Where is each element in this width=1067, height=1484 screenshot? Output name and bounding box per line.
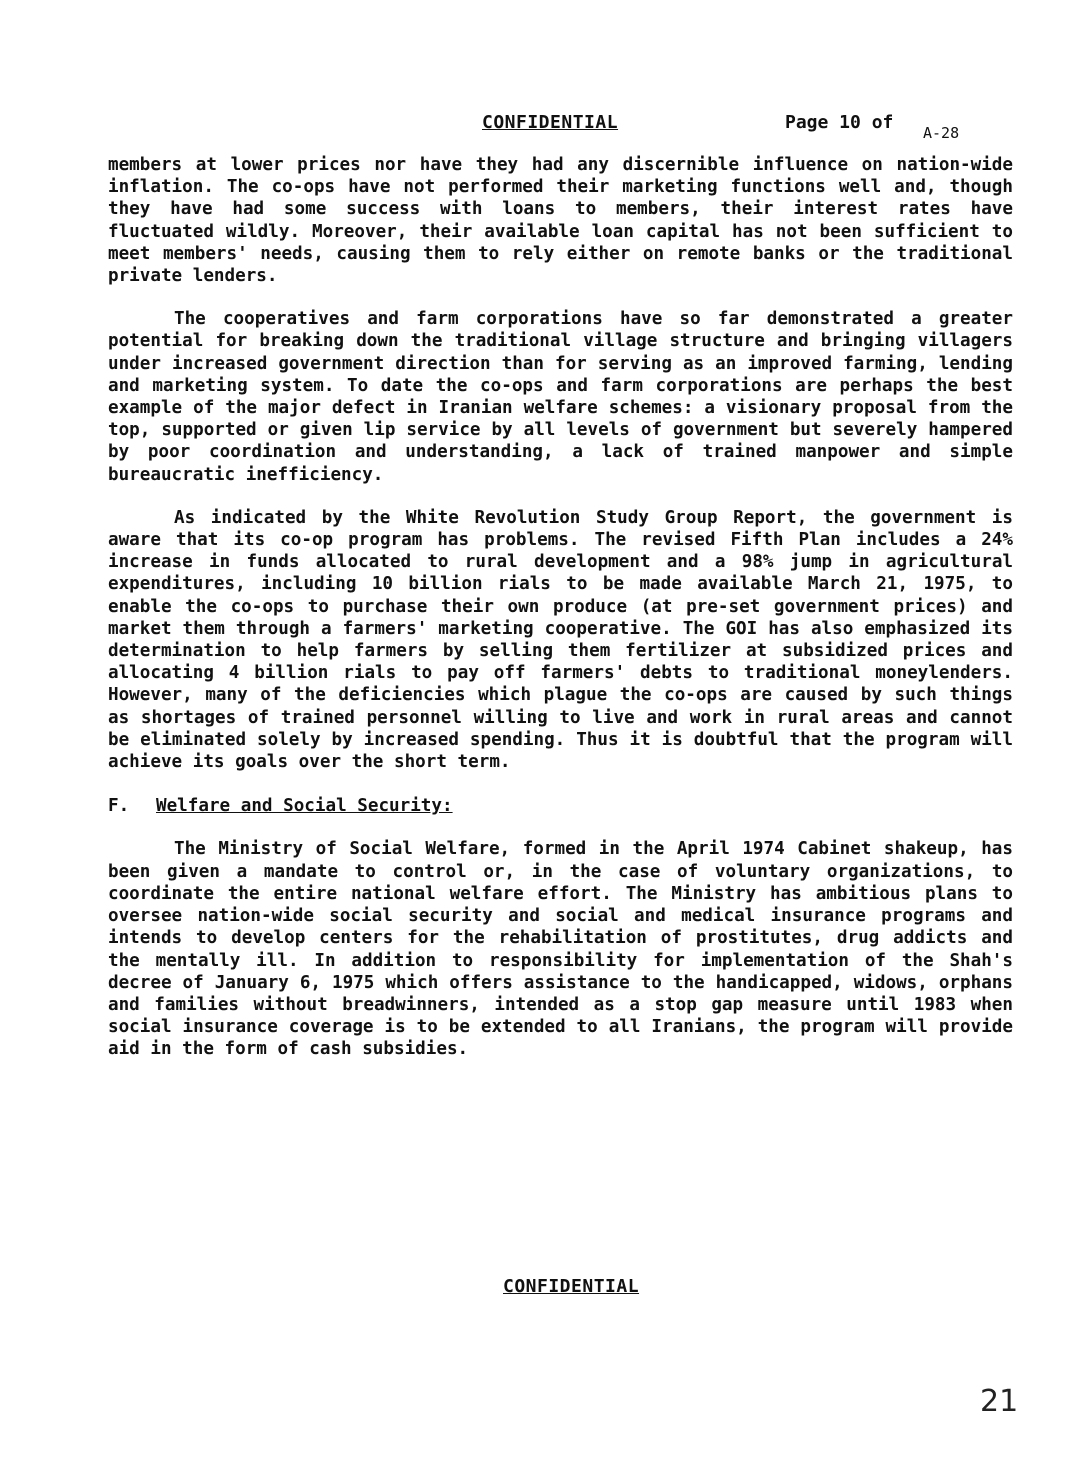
page-total-label: A-28	[923, 124, 960, 142]
paragraph-ministry-social-welfare: The Ministry of Social Welfare, formed in the April 1974 Cabinet shakeup, has been given a mandate to control or, in the case of voluntary organizations, to coordinate the entire national welfare effort. The Ministry has ambitious plans to oversee nation-wide social security and social and medical insurance programs and intends to develop centers for the rehabilitation of prostitutes, drug addicts and the mentally ill. In addition to responsibility for implementation of the Shah's decree of January 6, 1975 which offers assistance to the handicapped, widows, orphans and families without breadwinners, intended as a stop gap measure until 1983 when social insurance coverage is to be extended to all Iranians, the program will provide aid in the form of cash subsidies.	[108, 839, 1013, 1060]
section-title: Welfare and Social Security:	[156, 796, 453, 817]
section-heading-welfare	[108, 795, 1013, 817]
classification-footer: CONFIDENTIAL	[503, 1276, 640, 1297]
page-header	[0, 112, 1067, 142]
section-letter: F.	[108, 796, 130, 817]
paragraph-cooperatives-continued: members at lower prices nor have they had any discernible influence on nation-wide inflation. The co-ops have not performed their marketing functions well and, though they have had some success with loans to members, their interest rates have fluctuated wildly. Moreover, their available loan capital has not been sufficient to meet members' needs, causing them to rely either on remote banks or the traditional private lenders.	[108, 155, 1013, 287]
document-body	[108, 154, 1013, 1061]
paragraph-study-group-report: As indicated by the White Revolution Study Group Report, the government is aware that its co-op program has problems. The revised Fifth Plan includes a 24% increase in funds allocated to rural development and a 98% jump in agricultural expenditures, including 10 billion rials to be made available March 21, 1975, to enable the co-ops to purchase their own produce (at pre-set government prices) and market them through a farmers' marketing cooperative. The GOI has also emphasized its determination to help farmers by selling them fertilizer at subsidized prices and allocating 4 billion rials to pay off farmers' debts to traditional moneylenders. However, many of the deficiencies which plague the co-ops are caused by such things as shortages of trained personnel willing to live and work in rural areas and cannot be eliminated solely by increased spending. Thus it is doubtful that the program will achieve its goals over the short term.	[108, 507, 1013, 773]
page-number-label: Page 10 of	[785, 112, 894, 133]
sheet-number: 21	[980, 1384, 1019, 1419]
paragraph-farm-corporations: The cooperatives and farm corporations have so far demonstrated a greater potential for breaking down the traditional village structure and bringing villagers under increased government direction than for serving as an improved farming, lending and marketing system. To date the co-ops and farm corporations are perhaps the best example of the major defect in Iranian welfare schemes: a visionary proposal from the top, supported or given lip service by all levels of government but severely hampered by poor coordination and understanding, a lack of trained manpower and simple bureaucratic inefficiency.	[108, 309, 1013, 485]
classification-header: CONFIDENTIAL	[482, 112, 619, 133]
